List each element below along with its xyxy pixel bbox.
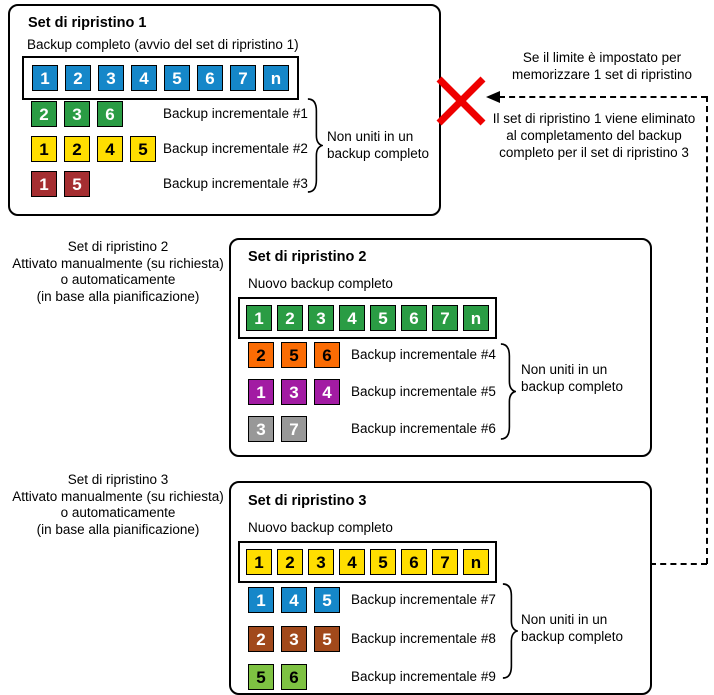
full-backup-strip <box>238 541 497 583</box>
backup-block: 3 <box>281 379 307 405</box>
incremental-blocks-row <box>248 587 340 613</box>
limit-note <box>490 49 714 83</box>
incremental-blocks-row <box>248 379 340 405</box>
dashed-connector-vertical <box>706 96 708 564</box>
note-line: Non uniti in un <box>327 129 414 144</box>
backup-block: 5 <box>314 626 340 652</box>
backup-block: 3 <box>248 416 274 442</box>
full-backup-blocks <box>24 58 297 98</box>
backup-block: 5 <box>248 664 274 690</box>
full-backup-strip <box>22 56 299 100</box>
panel-subtitle: Nuovo backup completo <box>248 520 393 535</box>
backup-block: 5 <box>370 305 396 331</box>
backup-block: 1 <box>248 587 274 613</box>
backup-block: 6 <box>314 342 340 368</box>
backup-block: 6 <box>401 549 427 575</box>
incremental-label: Backup incrementale #5 <box>351 384 496 399</box>
backup-block: 2 <box>277 549 303 575</box>
note-line: backup completo <box>521 379 624 394</box>
backup-block: 6 <box>97 101 123 127</box>
side-label-line: (in base alla pianificazione) <box>36 521 200 537</box>
incremental-blocks-row <box>31 171 90 197</box>
note-line: Se il limite è impostato per <box>522 50 682 65</box>
incremental-blocks-row <box>248 416 307 442</box>
arrowhead-icon <box>486 91 500 103</box>
side-label-line: Attivato manualmente (su richiesta) <box>12 488 224 504</box>
backup-block: n <box>263 65 289 91</box>
dashed-connector-top <box>499 96 707 98</box>
backup-block: 5 <box>64 171 90 197</box>
backup-block: 6 <box>197 65 223 91</box>
backup-block: 4 <box>131 65 157 91</box>
full-backup-blocks <box>240 543 495 581</box>
note-line: memorizzare 1 set di ripristino <box>511 67 693 82</box>
side-label-line: Set di ripristino 2 <box>67 239 169 254</box>
backup-block: n <box>463 549 489 575</box>
backup-block: 5 <box>130 136 156 162</box>
incremental-label: Backup incrementale #9 <box>351 669 496 684</box>
side-label-line: o automaticamente <box>60 272 176 287</box>
panel-title: Set di ripristino 2 <box>248 249 367 265</box>
backup-block: 5 <box>281 342 307 368</box>
backup-block: 2 <box>31 101 57 127</box>
brace-icon <box>501 583 518 679</box>
backup-block: 5 <box>370 549 396 575</box>
side-label-line: Attivato manualmente (su richiesta) <box>12 255 224 271</box>
note-line: Non uniti in un <box>521 612 608 627</box>
incremental-label: Backup incrementale #8 <box>351 631 496 646</box>
backup-block: 2 <box>64 136 90 162</box>
backup-block: 3 <box>308 305 334 331</box>
note-line: backup completo <box>327 146 430 161</box>
backup-block: 7 <box>432 305 458 331</box>
backup-block: 3 <box>98 65 124 91</box>
full-backup-strip <box>238 297 497 339</box>
backup-block: 1 <box>31 171 57 197</box>
incremental-blocks-row <box>31 101 123 127</box>
panel-subtitle: Backup completo (avvio del set di ripristino 1) <box>27 37 299 52</box>
brace-icon <box>499 343 516 440</box>
panel-title: Set di ripristino 3 <box>248 493 367 509</box>
backup-block: 5 <box>164 65 190 91</box>
note-line: completo per il set di ripristino 3 <box>499 145 689 160</box>
full-backup-blocks <box>240 299 495 337</box>
recovery-set-1-panel <box>8 4 441 216</box>
recovery-set-2-panel <box>229 238 652 457</box>
brace-icon <box>306 98 323 193</box>
backup-block: 1 <box>32 65 58 91</box>
incremental-label: Backup incrementale #6 <box>351 421 496 436</box>
backup-block: 7 <box>281 416 307 442</box>
not-merged-note <box>521 361 623 395</box>
delete-note <box>474 110 714 161</box>
incremental-label: Backup incrementale #2 <box>163 141 308 156</box>
note-line: backup completo <box>521 629 624 644</box>
backup-block: 6 <box>281 664 307 690</box>
incremental-label: Backup incrementale #7 <box>351 592 496 607</box>
incremental-blocks-row <box>31 136 156 162</box>
backup-block: 4 <box>314 379 340 405</box>
side-label-line: (in base alla pianificazione) <box>36 288 200 304</box>
backup-block: 7 <box>230 65 256 91</box>
backup-block: 2 <box>65 65 91 91</box>
backup-block: 4 <box>281 587 307 613</box>
side-label-line: Set di ripristino 3 <box>67 472 169 487</box>
backup-block: 1 <box>246 305 272 331</box>
note-line: Il set di ripristino 1 viene eliminato <box>492 111 696 126</box>
panel-subtitle: Nuovo backup completo <box>248 276 393 291</box>
backup-block: 3 <box>64 101 90 127</box>
backup-block: 4 <box>339 305 365 331</box>
incremental-blocks-row <box>248 664 307 690</box>
backup-block: 5 <box>314 587 340 613</box>
panel-title: Set di ripristino 1 <box>28 15 147 31</box>
not-merged-note <box>521 611 623 645</box>
backup-block: 3 <box>281 626 307 652</box>
backup-block: n <box>463 305 489 331</box>
note-line: Non uniti in un <box>521 362 608 377</box>
backup-block: 4 <box>97 136 123 162</box>
not-merged-note <box>327 128 429 162</box>
note-line: al completamento del backup <box>506 128 682 143</box>
set-2-side-label <box>2 239 234 305</box>
incremental-label: Backup incrementale #1 <box>163 106 308 121</box>
backup-block: 2 <box>277 305 303 331</box>
backup-block: 4 <box>339 549 365 575</box>
side-label-line: o automaticamente <box>60 505 176 520</box>
incremental-blocks-row <box>248 342 340 368</box>
backup-block: 1 <box>31 136 57 162</box>
incremental-label: Backup incrementale #3 <box>163 176 308 191</box>
recovery-set-3-panel <box>229 481 652 695</box>
backup-block: 2 <box>248 626 274 652</box>
backup-block: 1 <box>246 549 272 575</box>
backup-block: 7 <box>432 549 458 575</box>
set-3-side-label <box>2 472 234 538</box>
backup-block: 1 <box>248 379 274 405</box>
backup-block: 6 <box>401 305 427 331</box>
backup-block: 2 <box>248 342 274 368</box>
incremental-blocks-row <box>248 626 340 652</box>
incremental-label: Backup incrementale #4 <box>351 347 496 362</box>
backup-block: 3 <box>308 549 334 575</box>
